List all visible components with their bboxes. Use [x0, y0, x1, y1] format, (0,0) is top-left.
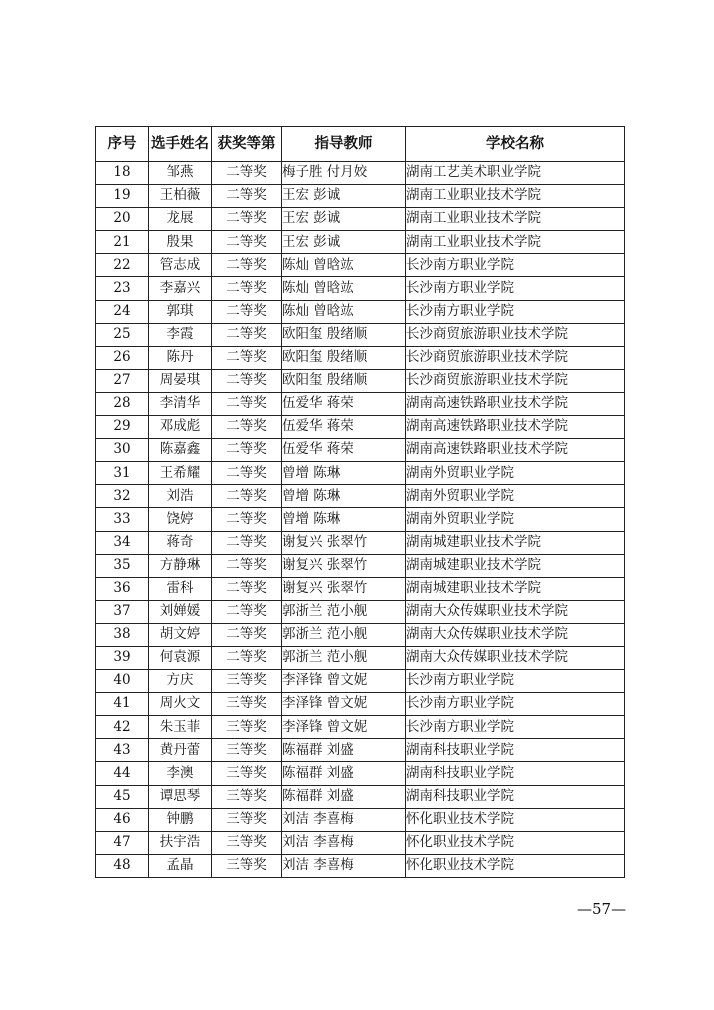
cell-contestant-name: 李清华 [149, 392, 212, 415]
cell-serial-number: 21 [96, 231, 149, 254]
cell-contestant-name: 刘浩 [149, 485, 212, 508]
cell-award-level: 二等奖 [212, 346, 282, 369]
cell-award-level: 三等奖 [212, 670, 282, 693]
table-row [96, 577, 625, 600]
cell-instructor: 伍爱华 蒋荣 [282, 416, 406, 439]
cell-school-name: 湖南高速铁路职业技术学院 [406, 416, 625, 439]
table-row [96, 439, 625, 462]
cell-serial-number: 26 [96, 346, 149, 369]
cell-instructor: 谢复兴 张翠竹 [282, 531, 406, 554]
cell-serial-number: 40 [96, 670, 149, 693]
cell-contestant-name: 李霞 [149, 323, 212, 346]
table-row [96, 185, 625, 208]
cell-award-level: 二等奖 [212, 577, 282, 600]
cell-school-name: 怀化职业技术学院 [406, 831, 625, 854]
cell-award-level: 二等奖 [212, 485, 282, 508]
cell-award-level: 二等奖 [212, 600, 282, 623]
table-row [96, 693, 625, 716]
cell-instructor: 陈灿 曾晗竑 [282, 300, 406, 323]
header-school-name: 学校名称 [406, 127, 625, 162]
cell-instructor: 李泽锋 曾文妮 [282, 693, 406, 716]
cell-instructor: 郭浙兰 范小舰 [282, 600, 406, 623]
cell-school-name: 湖南科技职业学院 [406, 739, 625, 762]
cell-award-level: 二等奖 [212, 646, 282, 669]
cell-school-name: 湖南高速铁路职业技术学院 [406, 392, 625, 415]
cell-contestant-name: 王希耀 [149, 462, 212, 485]
cell-contestant-name: 郭琪 [149, 300, 212, 323]
cell-instructor: 谢复兴 张翠竹 [282, 554, 406, 577]
cell-school-name: 长沙南方职业学院 [406, 277, 625, 300]
cell-school-name: 湖南外贸职业学院 [406, 485, 625, 508]
cell-school-name: 长沙南方职业学院 [406, 716, 625, 739]
cell-award-level: 二等奖 [212, 369, 282, 392]
table-row [96, 416, 625, 439]
cell-contestant-name: 周火文 [149, 693, 212, 716]
cell-school-name: 湖南大众传媒职业技术学院 [406, 646, 625, 669]
cell-instructor: 谢复兴 张翠竹 [282, 577, 406, 600]
cell-serial-number: 33 [96, 508, 149, 531]
cell-award-level: 二等奖 [212, 462, 282, 485]
table-row [96, 670, 625, 693]
cell-instructor: 刘洁 李喜梅 [282, 831, 406, 854]
cell-instructor: 陈福群 刘盛 [282, 762, 406, 785]
table-row [96, 485, 625, 508]
table-body [96, 162, 625, 878]
table-row [96, 462, 625, 485]
cell-award-level: 二等奖 [212, 323, 282, 346]
cell-serial-number: 47 [96, 831, 149, 854]
cell-instructor: 刘洁 李喜梅 [282, 808, 406, 831]
cell-serial-number: 22 [96, 254, 149, 277]
cell-contestant-name: 刘婵媛 [149, 600, 212, 623]
table-row [96, 508, 625, 531]
table-row [96, 808, 625, 831]
cell-school-name: 怀化职业技术学院 [406, 854, 625, 877]
cell-contestant-name: 雷科 [149, 577, 212, 600]
table-row [96, 531, 625, 554]
cell-school-name: 湖南工艺美术职业学院 [406, 162, 625, 185]
cell-contestant-name: 孟晶 [149, 854, 212, 877]
cell-school-name: 长沙商贸旅游职业技术学院 [406, 369, 625, 392]
cell-award-level: 二等奖 [212, 162, 282, 185]
header-contestant-name: 选手姓名 [149, 127, 212, 162]
cell-serial-number: 34 [96, 531, 149, 554]
table-header [96, 127, 625, 162]
cell-school-name: 湖南大众传媒职业技术学院 [406, 600, 625, 623]
cell-serial-number: 39 [96, 646, 149, 669]
cell-award-level: 三等奖 [212, 808, 282, 831]
cell-award-level: 三等奖 [212, 762, 282, 785]
cell-serial-number: 41 [96, 693, 149, 716]
awards-table [95, 126, 625, 878]
cell-instructor: 王宏 彭诚 [282, 208, 406, 231]
cell-award-level: 三等奖 [212, 854, 282, 877]
cell-contestant-name: 邓成彪 [149, 416, 212, 439]
cell-school-name: 湖南科技职业学院 [406, 762, 625, 785]
cell-instructor: 郭浙兰 范小舰 [282, 646, 406, 669]
cell-serial-number: 44 [96, 762, 149, 785]
cell-contestant-name: 方庆 [149, 670, 212, 693]
cell-school-name: 湖南工业职业技术学院 [406, 208, 625, 231]
table-row [96, 854, 625, 877]
cell-instructor: 李泽锋 曾文妮 [282, 670, 406, 693]
cell-contestant-name: 管志成 [149, 254, 212, 277]
table-row [96, 646, 625, 669]
cell-school-name: 湖南城建职业技术学院 [406, 554, 625, 577]
cell-serial-number: 32 [96, 485, 149, 508]
cell-serial-number: 43 [96, 739, 149, 762]
cell-instructor: 伍爱华 蒋荣 [282, 392, 406, 415]
cell-school-name: 湖南外贸职业学院 [406, 508, 625, 531]
table-row [96, 600, 625, 623]
cell-award-level: 三等奖 [212, 739, 282, 762]
cell-serial-number: 42 [96, 716, 149, 739]
cell-school-name: 长沙南方职业学院 [406, 254, 625, 277]
cell-contestant-name: 李嘉兴 [149, 277, 212, 300]
cell-instructor: 陈灿 曾晗竑 [282, 277, 406, 300]
table-row [96, 369, 625, 392]
cell-award-level: 二等奖 [212, 439, 282, 462]
cell-contestant-name: 黄丹蕾 [149, 739, 212, 762]
cell-school-name: 湖南城建职业技术学院 [406, 577, 625, 600]
cell-instructor: 李泽锋 曾文妮 [282, 716, 406, 739]
cell-serial-number: 36 [96, 577, 149, 600]
table-row [96, 716, 625, 739]
cell-serial-number: 25 [96, 323, 149, 346]
table-row [96, 739, 625, 762]
page-number: —57— [577, 900, 627, 918]
cell-award-level: 二等奖 [212, 623, 282, 646]
cell-instructor: 刘洁 李喜梅 [282, 854, 406, 877]
cell-school-name: 湖南工业职业技术学院 [406, 231, 625, 254]
table-row [96, 162, 625, 185]
cell-instructor: 欧阳玺 殷绪顺 [282, 346, 406, 369]
table-row [96, 785, 625, 808]
cell-instructor: 曾增 陈琳 [282, 462, 406, 485]
cell-serial-number: 19 [96, 185, 149, 208]
cell-award-level: 二等奖 [212, 531, 282, 554]
cell-school-name: 湖南科技职业学院 [406, 785, 625, 808]
table-row [96, 762, 625, 785]
cell-school-name: 长沙南方职业学院 [406, 670, 625, 693]
cell-contestant-name: 饶婷 [149, 508, 212, 531]
cell-instructor: 曾增 陈琳 [282, 508, 406, 531]
cell-award-level: 三等奖 [212, 831, 282, 854]
cell-award-level: 二等奖 [212, 554, 282, 577]
cell-school-name: 湖南城建职业技术学院 [406, 531, 625, 554]
cell-serial-number: 35 [96, 554, 149, 577]
cell-serial-number: 37 [96, 600, 149, 623]
cell-serial-number: 46 [96, 808, 149, 831]
cell-instructor: 陈福群 刘盛 [282, 739, 406, 762]
cell-award-level: 二等奖 [212, 300, 282, 323]
cell-school-name: 湖南高速铁路职业技术学院 [406, 439, 625, 462]
cell-award-level: 二等奖 [212, 254, 282, 277]
cell-award-level: 二等奖 [212, 185, 282, 208]
cell-school-name: 湖南外贸职业学院 [406, 462, 625, 485]
cell-serial-number: 23 [96, 277, 149, 300]
cell-serial-number: 30 [96, 439, 149, 462]
cell-serial-number: 48 [96, 854, 149, 877]
header-award-level: 获奖等第 [212, 127, 282, 162]
cell-serial-number: 18 [96, 162, 149, 185]
table-row [96, 254, 625, 277]
table-row [96, 231, 625, 254]
cell-instructor: 伍爱华 蒋荣 [282, 439, 406, 462]
cell-award-level: 二等奖 [212, 508, 282, 531]
table-row [96, 277, 625, 300]
cell-serial-number: 38 [96, 623, 149, 646]
cell-serial-number: 28 [96, 392, 149, 415]
cell-contestant-name: 殷果 [149, 231, 212, 254]
table-row [96, 392, 625, 415]
table-row [96, 323, 625, 346]
cell-award-level: 二等奖 [212, 208, 282, 231]
cell-contestant-name: 王柏薇 [149, 185, 212, 208]
cell-school-name: 长沙商贸旅游职业技术学院 [406, 346, 625, 369]
cell-contestant-name: 陈嘉鑫 [149, 439, 212, 462]
cell-contestant-name: 谭思琴 [149, 785, 212, 808]
table-row [96, 346, 625, 369]
cell-instructor: 梅子胜 付月姣 [282, 162, 406, 185]
cell-contestant-name: 蒋奇 [149, 531, 212, 554]
cell-contestant-name: 何袁源 [149, 646, 212, 669]
cell-instructor: 欧阳玺 殷绪顺 [282, 323, 406, 346]
cell-award-level: 三等奖 [212, 785, 282, 808]
cell-serial-number: 45 [96, 785, 149, 808]
cell-instructor: 郭浙兰 范小舰 [282, 623, 406, 646]
cell-school-name: 湖南大众传媒职业技术学院 [406, 623, 625, 646]
table-row [96, 208, 625, 231]
table-row [96, 831, 625, 854]
cell-instructor: 王宏 彭诚 [282, 231, 406, 254]
header-instructor: 指导教师 [282, 127, 406, 162]
table-row [96, 623, 625, 646]
cell-instructor: 陈灿 曾晗竑 [282, 254, 406, 277]
cell-school-name: 长沙南方职业学院 [406, 300, 625, 323]
cell-award-level: 二等奖 [212, 231, 282, 254]
cell-contestant-name: 邹燕 [149, 162, 212, 185]
header-serial-number: 序号 [96, 127, 149, 162]
cell-serial-number: 20 [96, 208, 149, 231]
cell-instructor: 曾增 陈琳 [282, 485, 406, 508]
header-row [96, 127, 625, 162]
cell-award-level: 三等奖 [212, 693, 282, 716]
cell-award-level: 三等奖 [212, 716, 282, 739]
cell-award-level: 二等奖 [212, 416, 282, 439]
cell-contestant-name: 陈丹 [149, 346, 212, 369]
cell-serial-number: 29 [96, 416, 149, 439]
cell-serial-number: 31 [96, 462, 149, 485]
table-row [96, 554, 625, 577]
cell-school-name: 湖南工业职业技术学院 [406, 185, 625, 208]
cell-serial-number: 24 [96, 300, 149, 323]
cell-contestant-name: 扶宇浩 [149, 831, 212, 854]
cell-instructor: 王宏 彭诚 [282, 185, 406, 208]
table-row [96, 300, 625, 323]
cell-instructor: 欧阳玺 殷绪顺 [282, 369, 406, 392]
cell-contestant-name: 钟鹏 [149, 808, 212, 831]
cell-serial-number: 27 [96, 369, 149, 392]
cell-award-level: 二等奖 [212, 392, 282, 415]
cell-award-level: 二等奖 [212, 277, 282, 300]
cell-contestant-name: 胡文婷 [149, 623, 212, 646]
cell-contestant-name: 龙展 [149, 208, 212, 231]
cell-contestant-name: 方静琳 [149, 554, 212, 577]
cell-instructor: 陈福群 刘盛 [282, 785, 406, 808]
cell-contestant-name: 朱玉菲 [149, 716, 212, 739]
cell-contestant-name: 周晏琪 [149, 369, 212, 392]
cell-school-name: 长沙商贸旅游职业技术学院 [406, 323, 625, 346]
cell-school-name: 怀化职业技术学院 [406, 808, 625, 831]
cell-contestant-name: 李澳 [149, 762, 212, 785]
cell-school-name: 长沙南方职业学院 [406, 693, 625, 716]
